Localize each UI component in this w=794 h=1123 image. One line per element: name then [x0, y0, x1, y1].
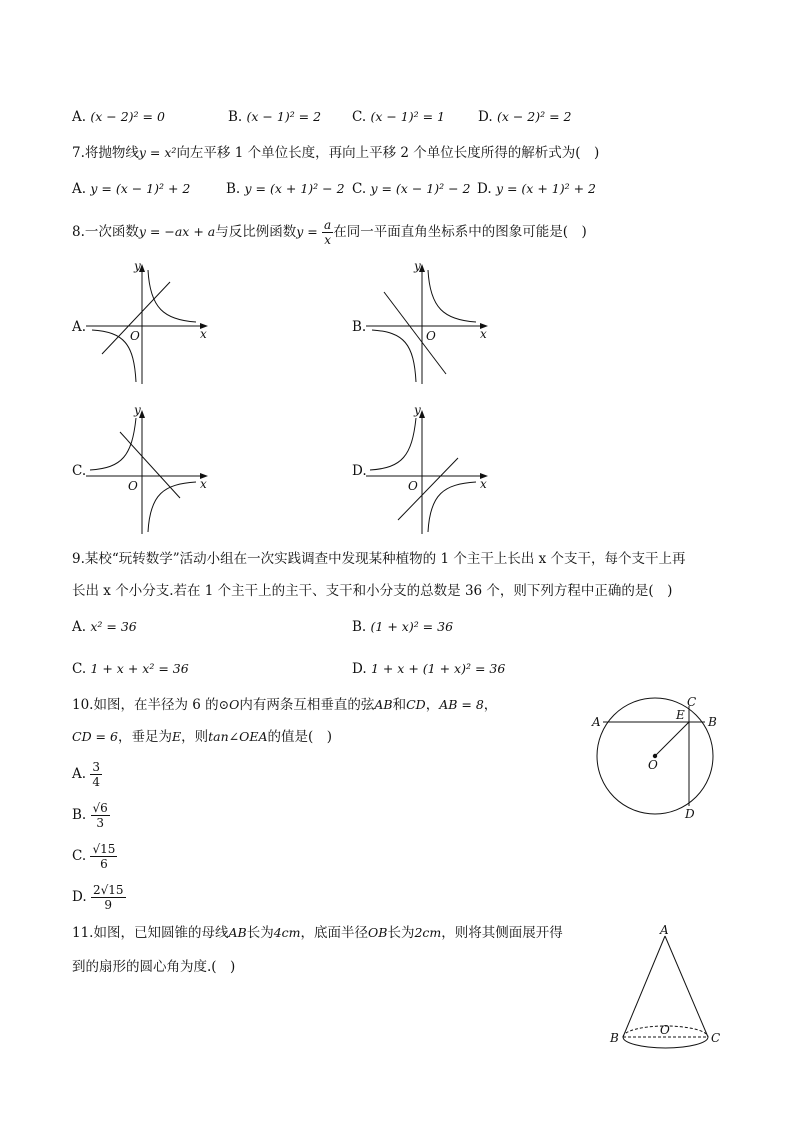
q11-stem-line2: 到的扇形的圆心角为度.( ) — [72, 959, 236, 975]
base-ellipse-front — [623, 1037, 708, 1048]
q8-graph-b-label: B. — [352, 319, 367, 335]
q8-fraction: $\frac{a}{x}$ — [324, 218, 332, 247]
q7-option-b: B. y = (x + 1)² − 2 — [226, 181, 345, 197]
y-label: y — [134, 259, 141, 273]
q10-option-b: B. $\frac{√6}{3}$ — [72, 801, 108, 830]
point-e-label: E — [676, 708, 685, 722]
point-a-label: A — [592, 715, 601, 729]
q10-option-d-frac: $\frac{2√15}{9}$ — [92, 883, 124, 912]
segment-oe — [655, 722, 689, 756]
q6-option-a: A. (x − 2)² = 0 — [72, 109, 165, 125]
y-label: y — [414, 259, 421, 273]
point-b-label: B — [708, 715, 717, 729]
origin-label: O — [128, 479, 138, 493]
x-label: x — [480, 477, 487, 491]
y-label: y — [414, 403, 421, 417]
hyperbola-branch-1 — [428, 270, 476, 322]
q7-stem: 7.将抛物线y = x²向左平移 1 个单位长度，再向上平移 2 个单位长度所得的解析式为( ) — [72, 145, 600, 161]
hyperbola-branch-1 — [370, 418, 416, 470]
q8-graph-c — [86, 402, 216, 537]
q6-option-b: B. (x − 1)² = 2 — [228, 109, 322, 125]
x-label: x — [480, 327, 487, 341]
point-b-label: B — [610, 1031, 619, 1045]
x-label: x — [200, 477, 207, 491]
hyperbola-branch-2 — [428, 482, 476, 532]
q9-option-b: B. (1 + x)² = 36 — [352, 619, 454, 635]
point-o-label: O — [648, 758, 658, 772]
q8-graph-a — [86, 258, 216, 388]
q11-cone-figure — [604, 920, 734, 1055]
origin-label: O — [408, 479, 418, 493]
point-c-label: C — [687, 695, 697, 709]
q8-graph-d-label: D. — [352, 463, 367, 479]
q9-stem-line2: 长出 x 个小分支.若在 1 个主干上的主干、支干和小分支的总数是 36 个，则下列方程中正确的是( ) — [72, 583, 673, 599]
q6-option-d: D. (x − 2)² = 2 — [478, 109, 572, 125]
origin-label: O — [426, 329, 436, 343]
q10-option-b-frac: $\frac{√6}{3}$ — [92, 801, 108, 830]
q10-option-d: D. $\frac{2√15}{9}$ — [72, 883, 124, 912]
q10-circle-figure — [588, 690, 728, 825]
q9-option-c: C. 1 + x + x² = 36 — [72, 661, 189, 677]
q10-option-a: A. $\frac{3}{4}$ — [72, 760, 100, 789]
q6-option-c: C. (x − 1)² = 1 — [352, 109, 445, 125]
q10-option-c-frac: $\frac{√15}{6}$ — [92, 842, 116, 871]
q8-graph-d — [366, 402, 496, 537]
point-d-label: D — [685, 807, 695, 821]
q7-option-c: C. y = (x − 1)² − 2 — [352, 181, 471, 197]
y-label: y — [134, 403, 141, 417]
q8-graph-b — [366, 258, 496, 388]
x-label: x — [200, 327, 207, 341]
q10-stem-line1: 10.如图，在半径为 6 的⊙O内有两条互相垂直的弦AB和CD，AB = 8， — [72, 697, 498, 713]
q8-stem: 8.一次函数y = −ax + a与反比例函数y = $\frac{a}{x}$ 在同一平面直角坐标系中的图象可能是( ) — [72, 218, 587, 247]
q10-stem-line2: CD = 6，垂足为E，则tan∠OEA的值是( ) — [72, 729, 333, 745]
q10-option-a-frac: $\frac{3}{4}$ — [92, 760, 100, 789]
point-c-label: C — [711, 1031, 721, 1045]
q8-graph-a-label: A. — [72, 319, 87, 335]
hyperbola-branch-1 — [90, 418, 136, 470]
q8-graph-c-label: C. — [72, 463, 87, 479]
linear-function-line — [398, 458, 458, 520]
q10-option-c: C. $\frac{√15}{6}$ — [72, 842, 116, 871]
q9-option-a: A. x² = 36 — [72, 619, 137, 635]
q7-option-d: D. y = (x + 1)² + 2 — [477, 181, 596, 197]
q9-option-d: D. 1 + x + (1 + x)² = 36 — [352, 661, 506, 677]
hyperbola-branch-2 — [372, 330, 416, 382]
q11-stem-line1: 11.如图，已知圆锥的母线AB长为4cm，底面半径OB长为2cm，则将其侧面展开得 — [72, 925, 563, 941]
origin-label: O — [130, 329, 140, 343]
point-o-label: O — [660, 1023, 670, 1037]
q9-stem-line1: 9.某校“玩转数学”活动小组在一次实践调查中发现某种植物的 1 个主干上长出 x 个支干，每个支干上再 — [72, 551, 686, 567]
q7-option-a: A. y = (x − 1)² + 2 — [72, 181, 191, 197]
linear-function-line — [102, 282, 170, 354]
generatrix-ab — [623, 936, 665, 1037]
point-a-label: A — [660, 923, 669, 937]
generatrix-ac — [665, 936, 708, 1037]
hyperbola-branch-1 — [148, 270, 196, 322]
